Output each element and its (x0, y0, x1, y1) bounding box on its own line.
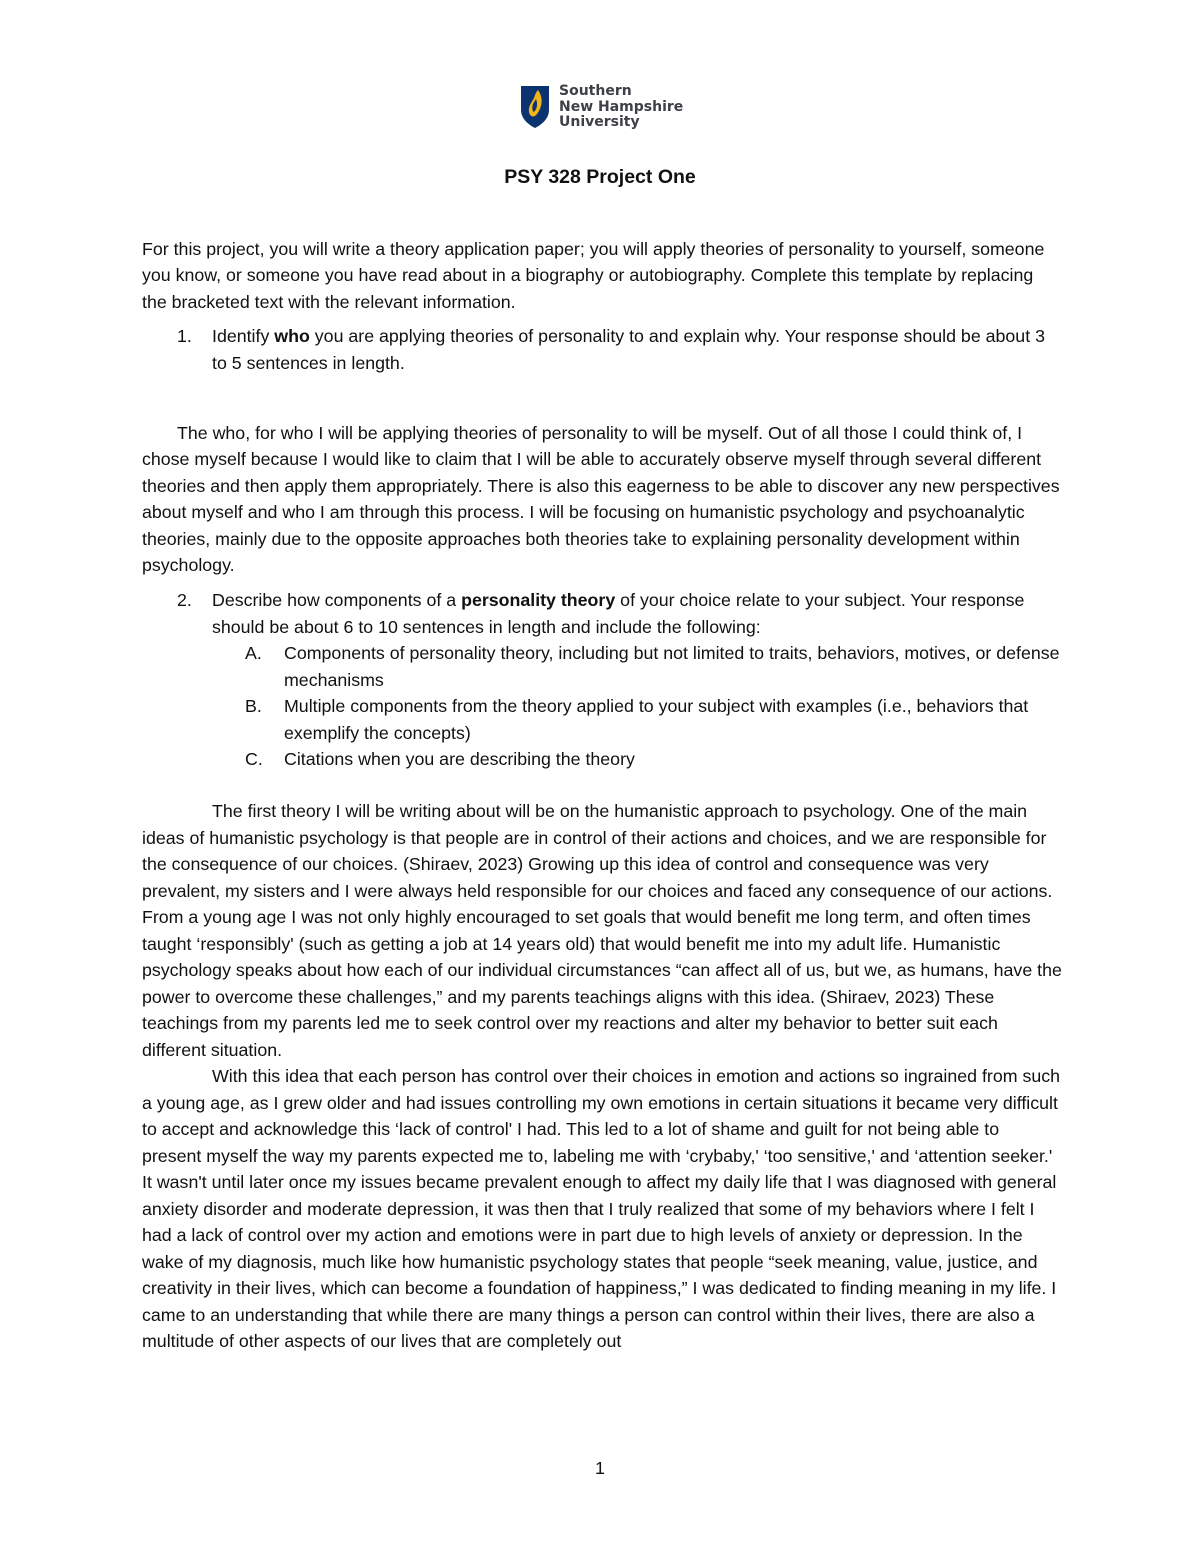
question-2-text-start: Describe how components of a (212, 590, 462, 610)
question-2-text (212, 587, 1062, 640)
intro-paragraph: For this project, you will write a theory application paper; you will apply theories of personality to yourself, someone you know, or someone you have read about in a biography or autobiography. Complete this template by replacing the bracketed text with the relevant information. (142, 238, 1045, 312)
question-2-item-c (245, 746, 1062, 773)
question-2-text-end: of your choice relate to your subject. Your response should be about 6 to 10 sentences in length and include the following: (212, 590, 1025, 637)
answer-2-paragraph-1: The first theory I will be writing about will be on the humanistic approach to psychology. One of the main ideas of humanistic psychology is that people are in control of their actions and choices, and we are responsible for the consequence of our choices. (Shiraev, 2023) Growing up this idea of control and consequence was very prevalent, my sisters and I were always held responsible for our choices and faced any consequence of our actions. From a young age I was not only highly encouraged to set goals that would benefit me long term, and often times taught ‘responsibly' (such as getting a job at 14 years old) that would benefit me into my adult life. Humanistic psychology speaks about how each of our individual circumstances “can affect all of us, but we, as humans, have the power to overcome these challenges,” and my parents teachings aligns with this idea. (Shiraev, 2023) These teachings from my parents led me to seek control over my reactions and alter my behavior to better suit each different situation. (142, 801, 1062, 1060)
question-1-text-start: Identify (212, 326, 275, 346)
question-2-item-b (245, 693, 1062, 746)
question-2 (142, 587, 1062, 773)
document-title: PSY 328 Project One (504, 166, 696, 188)
item-text: Multiple components from the theory applied to your subject with examples (i.e., behaviors that exemplify the concepts) (284, 696, 1029, 743)
logo-line-3: University (559, 114, 640, 130)
question-1 (142, 323, 1062, 376)
item-letter: B. (245, 696, 262, 716)
answer-1-paragraph: The who, for who I will be applying theories of personality to will be myself. Out of all those I could think of, I chose myself because I would like to claim that I will be able to accurately observe myself through several different theories and then apply them appropriately. There is also this eagerness to be able to discover any new perspectives about myself and who I am through this process. I will be focusing on humanistic psychology and psychoanalytic theories, mainly due to the opposite approaches both theories take to explaining personality development within psychology. (142, 422, 1060, 576)
logo-line-2: New Hampshire (559, 98, 684, 115)
question-1-text (212, 323, 1062, 376)
question-2-item-a (245, 640, 1062, 693)
item-text: Components of personality theory, including but not limited to traits, behaviors, motives, or defense mechanisms (284, 643, 1060, 690)
logo-wordmark (559, 84, 683, 131)
answer-2 (142, 798, 1062, 1355)
item-letter: C. (245, 749, 263, 769)
item-text: Citations when you are describing the theory (284, 749, 635, 769)
item-letter: A. (245, 643, 262, 663)
logo-line-1: Southern (559, 83, 632, 99)
answer-2-paragraph-2: With this idea that each person has control over their choices in emotion and actions so ingrained from such a young age, as I grew older and had issues controlling my own emotions in certain situations it became very difficult to accept and acknowledge this ‘lack of control' I had. This led to a lot of shame and guilt for not being able to present myself the way my parents expected me to, labeling me with ‘crybaby,' ‘too sensitive,' and ‘attention seeker.' It wasn't until later once my issues became prevalent enough to affect my daily life that I was diagnosed with general anxiety disorder and moderate depression, it was then that I truly realized that some of my behaviors where I felt I had a lack of control over my action and emotions were in part due to high levels of anxiety or depression. In the wake of my diagnosis, much like how humanistic psychology states that people “seek meaning, value, justice, and creativity in their lives, which can become a foundation of happiness,” I was dedicated to finding meaning in my life. I came to an understanding that while there are many things a person can control within their lives, there are also a multitude of other aspects of our lives that are completely out (142, 1066, 1061, 1351)
question-2-number: 2. (177, 590, 192, 610)
shield-flame-icon (520, 85, 550, 129)
question-2-emphasis: personality theory (461, 590, 616, 610)
question-1-text-end: you are applying theories of personality to and explain why. Your response should be about 3 to 5 sentences in length. (212, 326, 1045, 373)
question-1-emphasis: who (274, 326, 310, 346)
university-logo (520, 84, 683, 131)
page-number: 1 (595, 1458, 605, 1478)
question-1-number: 1. (177, 326, 192, 346)
